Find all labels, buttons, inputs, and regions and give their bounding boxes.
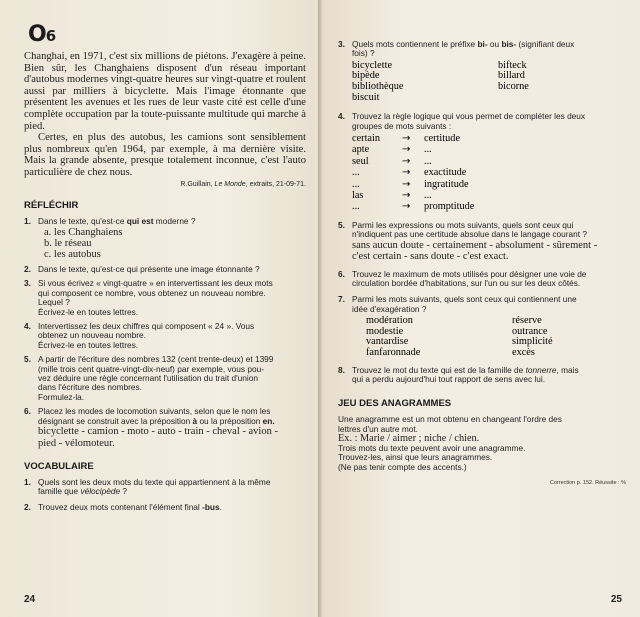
anagrammes-instructions (338, 415, 626, 471)
question-number: 3. (24, 278, 31, 289)
vocabulaire-heading: VOCABULAIRE (24, 461, 94, 473)
pair-row (352, 156, 626, 167)
option-c: c. les autobus (44, 248, 101, 260)
question-8-tonnerre (338, 366, 626, 385)
q-line: fois) ? (352, 48, 375, 59)
q-line: sans aucun doute - certainement - absolument - sûrement - (352, 239, 598, 251)
reflechir-question-2 (24, 265, 306, 274)
q-text: , mais (556, 364, 579, 375)
pair-row (352, 201, 626, 212)
ana-line: (Ne pas tenir compte des accents.) (338, 461, 467, 472)
q-line: obtenez un nouveau nombre. (38, 330, 146, 341)
question-number: 6. (338, 268, 345, 279)
question-number: 4. (338, 111, 345, 122)
q-line: pied - vélomoteur. (38, 437, 115, 449)
q-text: ou (487, 39, 502, 49)
q-bold: bis- (501, 39, 517, 49)
q-text: . (219, 501, 222, 512)
q-bold: bi- (477, 39, 488, 49)
q-line: circulation bordée d'habitations, sur l'un ou sur les deux côtés. (352, 278, 581, 289)
q-line: groupes de mots suivants : (352, 120, 452, 131)
q-text: Dans le texte, qu'est-ce (38, 215, 127, 226)
reflechir-heading: RÉFLÉCHIR (24, 199, 79, 211)
word: bicorne (498, 81, 529, 92)
reflechir-question-3 (24, 279, 306, 317)
word-pairs (352, 133, 626, 213)
pair-row (352, 167, 626, 178)
ana-line: Trouvez-les, ainsi que leurs anagrammes. (338, 452, 493, 463)
q-italic: tonnerre (525, 364, 557, 375)
q-text: Trouvez le mot du texte qui est de la famille de (352, 364, 526, 375)
ana-line: Une anagramme est un mot obtenu en changeant l'ordre des (338, 414, 562, 425)
q-line: vez déduire une règle concernant l'utilisation du trait d'union (38, 373, 258, 383)
pair-right: promptitude (424, 201, 475, 213)
source-journal: Le Monde (214, 180, 246, 188)
word: billard (498, 70, 525, 82)
q-text: Dans le texte, qu'est-ce qui présente une image étonnante ? (38, 263, 260, 274)
vocabulaire-question-1 (24, 478, 306, 497)
vocabulaire-question-2 (24, 503, 306, 512)
q-line: Parmi les mots suivants, quels sont ceux qui contiennent une (352, 294, 577, 305)
word: bibliothèque (352, 81, 404, 92)
question-3-prefix (338, 40, 626, 59)
question-number: 1. (24, 477, 31, 488)
pair-right: ... (424, 190, 432, 202)
q-line: Intervertissez les deux chiffres qui composent « 24 ». Vous (38, 320, 255, 331)
q-text: Trouvez deux mots contenant l'élément final (38, 501, 203, 512)
word: outrance (512, 325, 548, 337)
reflechir-question-5 (24, 355, 306, 402)
pair-left: las (352, 190, 364, 202)
reflechir-question-1 (24, 217, 306, 260)
text-paragraph-2: Certes, en plus des autobus, les camions sont sensiblement plus nombreux qu'en 1964, par exemple, à ma dernière visite. Mais la grande absente, presque totalement inconnue, c'est l'auto particulière de chez nous. (24, 132, 306, 178)
arrow-icon: → (402, 133, 411, 144)
word (498, 93, 626, 104)
question-5-certitude (338, 221, 626, 263)
lesson-number (28, 22, 306, 47)
word: biscuit (352, 91, 380, 103)
q-line: dans l'écriture des nombres. (38, 382, 142, 393)
q-line: A partir de l'écriture des nombres 132 (cent trente-deux) et 1399 (38, 354, 274, 365)
q-bold: en. (262, 415, 275, 426)
question-number: 3. (338, 39, 345, 49)
q-line: c'est certain - sans doute - c'est exact. (352, 251, 509, 263)
pair-right: certitude (424, 133, 461, 144)
q-line: Parmi les expressions ou mots suivants, quels sont ceux qui (352, 219, 574, 230)
ana-line: lettres d'un autre mot. (338, 423, 418, 434)
pair-row (352, 133, 626, 144)
arrow-icon: → (402, 201, 411, 213)
pair-left: seul (352, 155, 369, 167)
word: modération (366, 315, 413, 327)
reflechir-question-6 (24, 407, 306, 449)
q-line: bicyclette - camion - moto - auto - train - cheval - avion - (38, 426, 278, 438)
q-text: (signifiant deux (516, 39, 575, 49)
word: simplicité (512, 336, 553, 348)
pair-row (352, 179, 626, 190)
reflechir-question-4 (24, 322, 306, 350)
ana-example: Ex. : Marie / aimer ; niche / chien. (338, 433, 480, 445)
question-number: 2. (24, 501, 31, 512)
question-number: 1. (24, 215, 31, 226)
q-italic: vélocipède (80, 486, 121, 497)
q-line: Écrivez-le en toutes lettres. (38, 306, 139, 317)
q-line: Trouvez le maximum de mots utilisés pour désigner une voie de (352, 268, 587, 279)
word: bicyclette (352, 59, 393, 71)
ana-line: Trois mots du texte peuvent avoir une anagramme. (338, 442, 526, 453)
option-a: a. les Changhaiens (44, 226, 123, 238)
q-line: Lequel ? (38, 297, 70, 308)
q-line: Écrivez-le en toutes lettres. (38, 339, 139, 350)
left-page (0, 0, 318, 617)
pair-right: ... (424, 155, 432, 167)
pair-left: apte (352, 144, 370, 156)
q-line: Formulez-la. (38, 391, 85, 402)
q-text: moderne ? (153, 215, 196, 226)
q-bold: -bus (202, 501, 220, 512)
q-text: désignant se construit avec la préposition (38, 415, 193, 426)
q-line: n'indiquent pas une certitude absolue dans le langage courant ? (352, 229, 587, 240)
q-text: ou la préposition (197, 415, 263, 426)
right-page (322, 0, 640, 617)
word: bifteck (498, 59, 527, 71)
word: fanfaronnade (366, 347, 421, 359)
word: réserve (512, 315, 542, 327)
text-source (24, 181, 306, 188)
q-text: Quels mots contiennent le préfixe (352, 39, 478, 49)
q-text: famille que (38, 486, 81, 497)
arrow-icon: → (402, 144, 411, 156)
bi-words-list (352, 61, 626, 103)
exaggeration-words-list (366, 316, 626, 358)
q-line: qui composent ce nombre, vous obtenez un nouveau nombre. (38, 287, 266, 298)
q-line: (mille trois cent quatre-vingt-dix-neuf) par exemple, vous pou- (38, 363, 264, 374)
q-line: qui a perdu aujourd'hui tout rapport de sens avec lui. (352, 374, 545, 385)
question-number: 8. (338, 364, 345, 375)
lesson-letter: O (28, 22, 46, 47)
pair-left: ... (352, 167, 360, 179)
question-number: 6. (24, 406, 31, 417)
question-number: 2. (24, 263, 31, 274)
question-4-rule (338, 112, 626, 131)
q-line: Placez les modes de locomotion suivants, selon que le nom les (38, 406, 271, 417)
arrow-icon: → (402, 178, 411, 190)
word: bipède (352, 70, 380, 82)
arrow-icon: → (402, 155, 411, 167)
anagrammes-heading: JEU DES ANAGRAMMES (338, 398, 452, 410)
question-number: 4. (24, 320, 31, 331)
question-number: 5. (338, 219, 345, 230)
arrow-icon: → (402, 190, 411, 202)
word: excès (512, 347, 535, 359)
lesson-digit: 6 (45, 27, 56, 45)
reading-text (24, 51, 306, 179)
q-text: ? (120, 486, 128, 497)
pair-right: exactitude (424, 167, 467, 179)
page-number-right: 25 (610, 594, 622, 605)
q-line: Quels sont les deux mots du texte qui appartiennent à la même (38, 477, 271, 488)
pair-left: ... (352, 178, 360, 190)
pair-right: ingratitude (424, 178, 469, 190)
q-bold: à (192, 415, 198, 426)
correction-note: Correction p. 152. Réussite : % (549, 479, 626, 486)
source-date: , extraits, 21-09-71. (245, 180, 306, 188)
question-number: 7. (338, 294, 345, 305)
source-author: R.Guillain, (180, 180, 215, 188)
pair-left: certain (352, 133, 381, 144)
word: vantardise (366, 336, 409, 348)
pair-row (352, 144, 626, 155)
question-6-voie (338, 270, 626, 289)
pair-row (352, 190, 626, 201)
q-line: Trouvez la règle logique qui vous permet de compléter les deux (352, 111, 586, 122)
q-bold: qui est (126, 215, 154, 226)
page-number-left: 24 (24, 594, 36, 605)
q-line: idée d'exagération ? (352, 303, 427, 314)
question-number: 5. (24, 354, 31, 365)
option-b: b. le réseau (44, 237, 92, 249)
q-line: Si vous écrivez « vingt-quatre » en intervertissant les deux mots (38, 278, 273, 289)
text-paragraph-1: Changhai, en 1971, c'est six millions de piétons. J'exagère à peine. Bien sûr, les Changhaiens disposent d'un réseau important d'autobus modernes vingt-quatre heures sur vingt-quatre et roulent aussi par milliers à bicyclette. Mais l'image étonnante que présentent les avenues et les rues de leur vaste cité est celle d'une complète occupation par la toute-puissante multitude qui marche à pied. (24, 51, 306, 132)
question-7-exageration (338, 295, 626, 314)
word: modestie (366, 325, 404, 337)
pair-right: ... (424, 144, 432, 156)
pair-left: ... (352, 201, 360, 213)
arrow-icon: → (402, 167, 411, 179)
